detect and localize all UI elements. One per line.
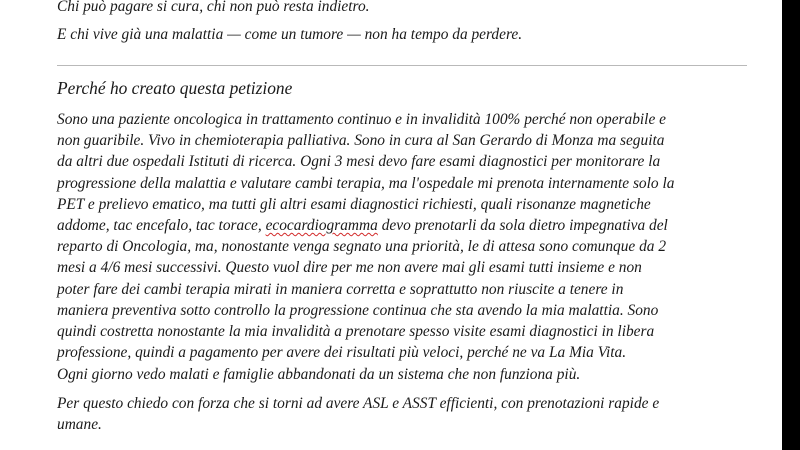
intro-line-1: Chi può pagare si cura, chi non può resta indietro. — [57, 0, 370, 15]
story-line: da altri due ospedali Istituti di ricerca. Ogni 3 mesi devo fare esami diagnostici per monitorare la — [57, 153, 661, 171]
spellcheck-flagged-word[interactable]: ecocardiogramma — [265, 217, 378, 235]
story-line: poter fare dei cambi terapia mirati in maniera corretta e soprattutto non riuscite a tenere in — [57, 280, 624, 298]
closing-line: Per questo chiedo con forza che si torni ad avere ASL e ASST efficienti, con prenotazioni rapide e — [57, 395, 660, 412]
story-line: progressione della malattia e valutare cambi terapia, ma l'ospedale mi prenota internamente solo la — [57, 174, 675, 192]
story-line: PET e prelievo ematico, ma tutti gli altri esami diagnostici richiesti, quali risonanze magnetiche — [57, 195, 651, 213]
closing-paragraph-1: Ogni giorno vedo malati e famiglie abbandonati da un sistema che non funziona più. — [57, 366, 581, 383]
story-line: non guaribile. Vivo in chemioterapia palliativa. Sono in cura al San Gerardo di Monza ma seguita — [57, 132, 665, 150]
story-line: maniera preventiva sotto controllo la progressione continua che sta avendo la mia malattia. Sono — [57, 301, 659, 319]
story-line: reparto di Oncologia, ma, nonostante venga segnato una priorità, le di attesa sono comunque da 2 — [57, 238, 667, 256]
closing-line: umane. — [57, 416, 102, 434]
window-edge — [782, 0, 800, 450]
section-title: Perché ho creato questa petizione — [57, 78, 293, 98]
story-text: devo prenotarli da sola dietro impegnativa del — [377, 217, 668, 235]
story-text: addome, tac encefalo, tac torace, — [57, 217, 266, 235]
closing-paragraph-2 — [57, 393, 659, 435]
intro-line-2: E chi vive già una malattia — come un tumore — non ha tempo da perdere. — [57, 26, 523, 43]
story-line: professione, quindi a pagamento per avere dei risultati più veloci, perché ne va La Mia Vita. — [57, 344, 627, 362]
story-line: mesi a 4/6 mesi successivi. Questo vuol dire per me non avere mai gli esami tutti insieme e non — [57, 259, 642, 277]
story-line: quindi costretta nonostante la mia invalidità a prenotare spesso visite esami diagnostici in libera — [57, 323, 655, 341]
story-paragraph — [57, 109, 674, 363]
story-line: Sono una paziente oncologica in trattamento continuo e in invalidità 100% perché non operabile e — [57, 111, 666, 128]
section-divider — [57, 65, 747, 66]
story-line — [57, 215, 674, 236]
